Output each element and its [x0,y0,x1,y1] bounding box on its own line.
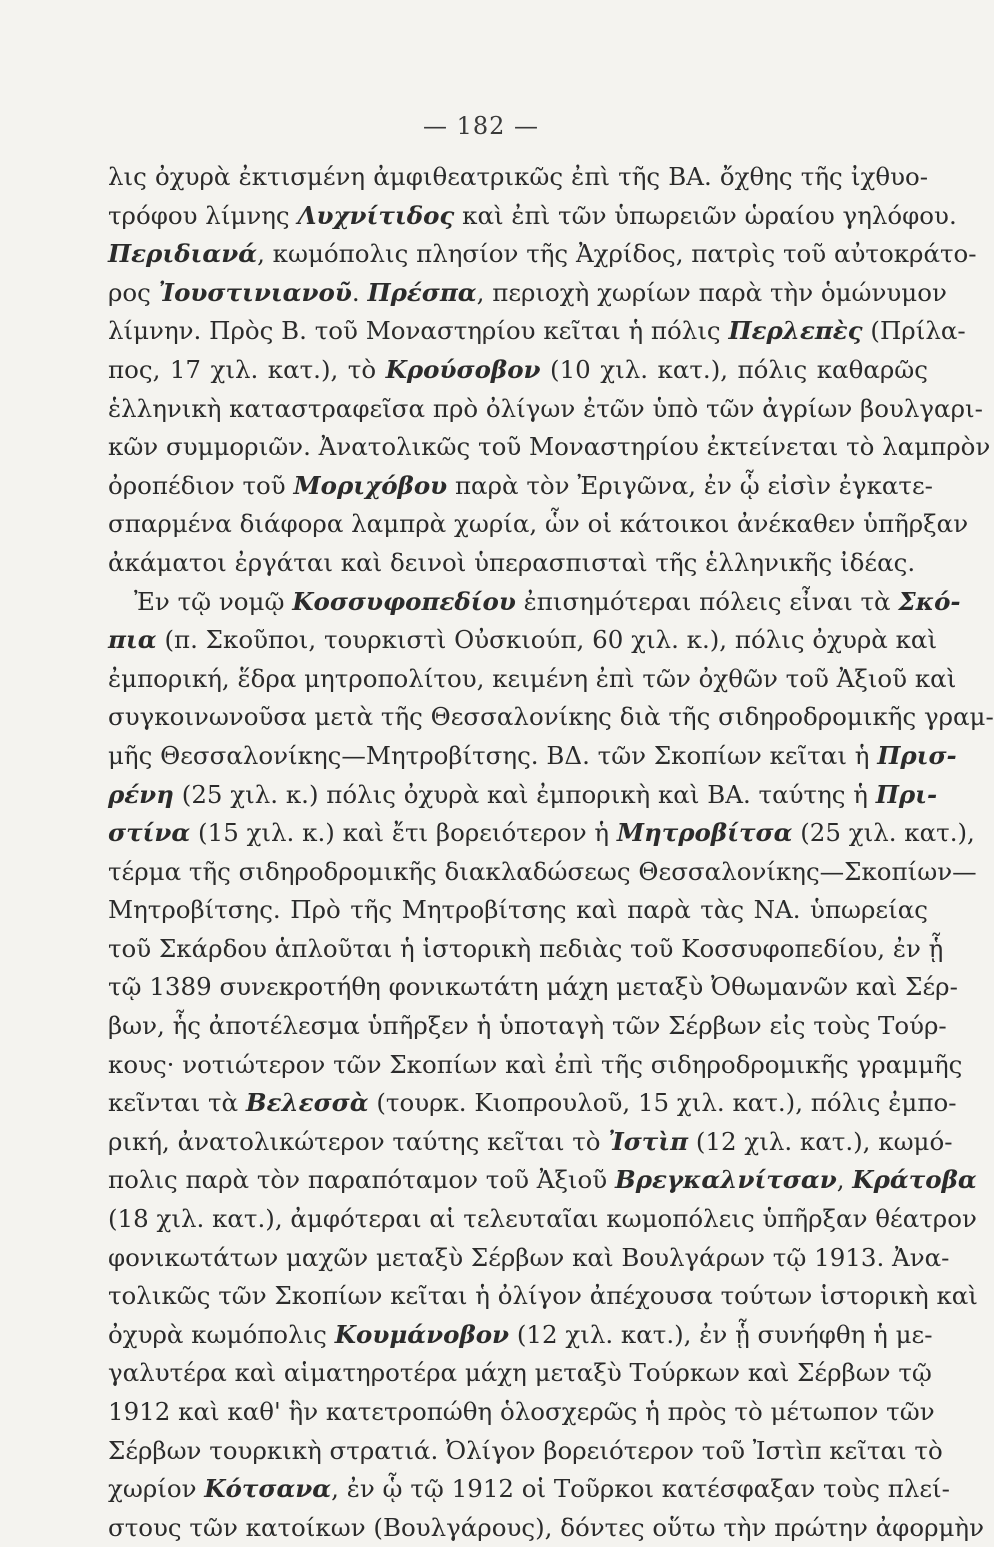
text-line: κους· νοτιώτερον τῶν Σκοπίων καὶ ἐπὶ τῆς σιδηροδρομικῆς γραμμῆς [108,1049,963,1079]
text-line: ἀκάματοι ἐργάται καὶ δεινοὶ ὑπερασπισταὶ τῆς ἑλληνικῆς ἰδέας. [108,547,916,577]
text-line: ρένη (25 χιλ. κ.) πόλις ὀχυρὰ καὶ ἐμπορικὴ καὶ ΒΑ. ταύτης ἡ Πρι- [108,779,938,809]
text-line: ἑλληνικὴ καταστραφεῖσα πρὸ ὀλίγων ἐτῶν ὑπὸ τῶν ἀγρίων βουλγαρι- [108,393,983,423]
text-line: τρόφου λίμνης Λυχνίτιδος καὶ ἐπὶ τῶν ὑπωρειῶν ὡραίου γηλόφου. [108,200,957,230]
text-line: γαλυτέρα καὶ αἱματηροτέρα μάχη μεταξὺ Τούρκων καὶ Σέρβων τῷ [108,1358,932,1388]
text-line: ἐμπορική, ἕδρα μητροπολίτου, κειμένη ἐπὶ τῶν ὀχθῶν τοῦ Ἀξιοῦ καὶ [108,663,957,693]
text-line: φονικωτάτων μαχῶν μεταξὺ Σέρβων καὶ Βουλγάρων τῷ 1913. Ἀνα- [108,1242,950,1272]
body-text [108,158,994,1547]
text-line: πια (π. Σκοῦποι, τουρκιστὶ Οὐσκιούπ, 60 χιλ. κ.), πόλις ὀχυρὰ καὶ [108,625,938,655]
text-line: ὀροπέδιον τοῦ Μοριχόβου παρὰ τὸν Ἐριγῶνα, ἐν ᾧ εἰσὶν ἐγκατε- [108,470,933,500]
text-line: τοῦ Σκάρδου ἁπλοῦται ἡ ἱστορικὴ πεδιὰς τοῦ Κοσσυφοπεδίου, ἐν ᾗ [108,933,944,963]
text-line: σπαρμένα διάφορα λαμπρὰ χωρία, ὧν οἱ κάτοικοι ἀνέκαθεν ὑπῆρξαν [108,509,969,539]
text-line: κεῖνται τὰ Βελεσσὰ (τουρκ. Κιοπρουλοῦ, 15 χιλ. κατ.), πόλις ἐμπο- [108,1088,957,1118]
text-line: Ἐν τῷ νομῷ Κοσσυφοπεδίου ἐπισημότεραι πόλεις εἶναι τὰ Σκό- [134,586,961,616]
text-line: τέρμα τῆς σιδηροδρομικῆς διακλαδώσεως Θεσσαλονίκης—Σκοπίων— [108,856,977,886]
text-line: λίμνην. Πρὸς Β. τοῦ Μοναστηρίου κεῖται ἡ πόλις Περλεπὲς (Πρίλα- [108,316,966,346]
text-line: τολικῶς τῶν Σκοπίων κεῖται ἡ ὀλίγον ἀπέχουσα τούτων ἱστορικὴ καὶ [108,1281,978,1311]
text-line: πολις παρὰ τὸν παραπόταμον τοῦ Ἀξιοῦ Βρεγκαλνίτσαν, Κράτοβα [108,1165,977,1195]
text-line: στίνα (15 χιλ. κ.) καὶ ἔτι βορειότερον ἡ Μητροβίτσα (25 χιλ. κατ.), [108,818,975,848]
page-number: — 182 — [422,112,540,140]
text-line: ρος Ἰουστινιανοῦ. Πρέσπα, περιοχὴ χωρίων παρὰ τὴν ὁμώνυμον [108,277,947,307]
text-line: τῷ 1389 συνεκροτήθη φονικωτάτη μάχη μεταξὺ Ὀθωμανῶν καὶ Σέρ- [108,972,958,1002]
text-line: βων, ἧς ἀποτέλεσμα ὑπῆρξεν ἡ ὑποταγὴ τῶν Σέρβων εἰς τοὺς Τούρ- [108,1011,947,1041]
text-line: χωρίον Κότσανα, ἐν ᾧ τῷ 1912 οἱ Τοῦρκοι κατέσφαξαν τοὺς πλεί- [108,1474,950,1504]
text-line: κῶν συμμοριῶν. Ἀνατολικῶς τοῦ Μοναστηρίου ἐκτείνεται τὸ λαμπρὸν [108,432,991,462]
text-line: 1912 καὶ καθ' ἣν κατετροπώθη ὁλοσχερῶς ἡ πρὸς τὸ μέτωπον τῶν [108,1397,935,1426]
text-line: συγκοινωνοῦσα μετὰ τῆς Θεσσαλονίκης διὰ τῆς σιδηροδρομικῆς γραμ- [108,702,994,732]
text-line: λις ὀχυρὰ ἐκτισμένη ἀμφιθεατρικῶς ἐπὶ τῆς ΒΑ. ὄχθης τῆς ἰχθυο- [108,162,928,191]
text-line: ὀχυρὰ κωμόπολις Κουμάνοβον (12 χιλ. κατ.), ἐν ᾗ συνήφθη ἡ με- [108,1319,933,1349]
text-line: Σέρβων τουρκικὴ στρατιά. Ὀλίγον βορειότερον τοῦ Ἰστὶπ κεῖται τὸ [108,1435,943,1465]
text-line: Περιδιανά, κωμόπολις πλησίον τῆς Ἀχρίδος, πατρὶς τοῦ αὐτοκράτο- [108,239,977,269]
text-line: μῆς Θεσσαλονίκης—Μητροβίτσης. ΒΔ. τῶν Σκοπίων κεῖται ἡ Πρισ- [108,740,957,770]
text-line: στους τῶν κατοίκων (Βουλγάρους), δόντες οὕτω τὴν πρώτην ἀφορμὴν [108,1512,984,1542]
text-line: (18 χιλ. κατ.), ἀμφότεραι αἱ τελευταῖαι κωμοπόλεις ὑπῆρξαν θέατρον [108,1204,977,1234]
text-line: Μητροβίτσης. Πρὸ τῆς Μητροβίτσης καὶ παρὰ τὰς ΝΑ. ὑπωρείας [108,895,928,925]
text-line: πος, 17 χιλ. κατ.), τὸ Κρούσοβον (10 χιλ. κατ.), πόλις καθαρῶς [108,354,928,384]
text-line: ρική, ἀνατολικώτερον ταύτης κεῖται τὸ Ἰστὶπ (12 χιλ. κατ.), κωμό- [108,1126,953,1156]
